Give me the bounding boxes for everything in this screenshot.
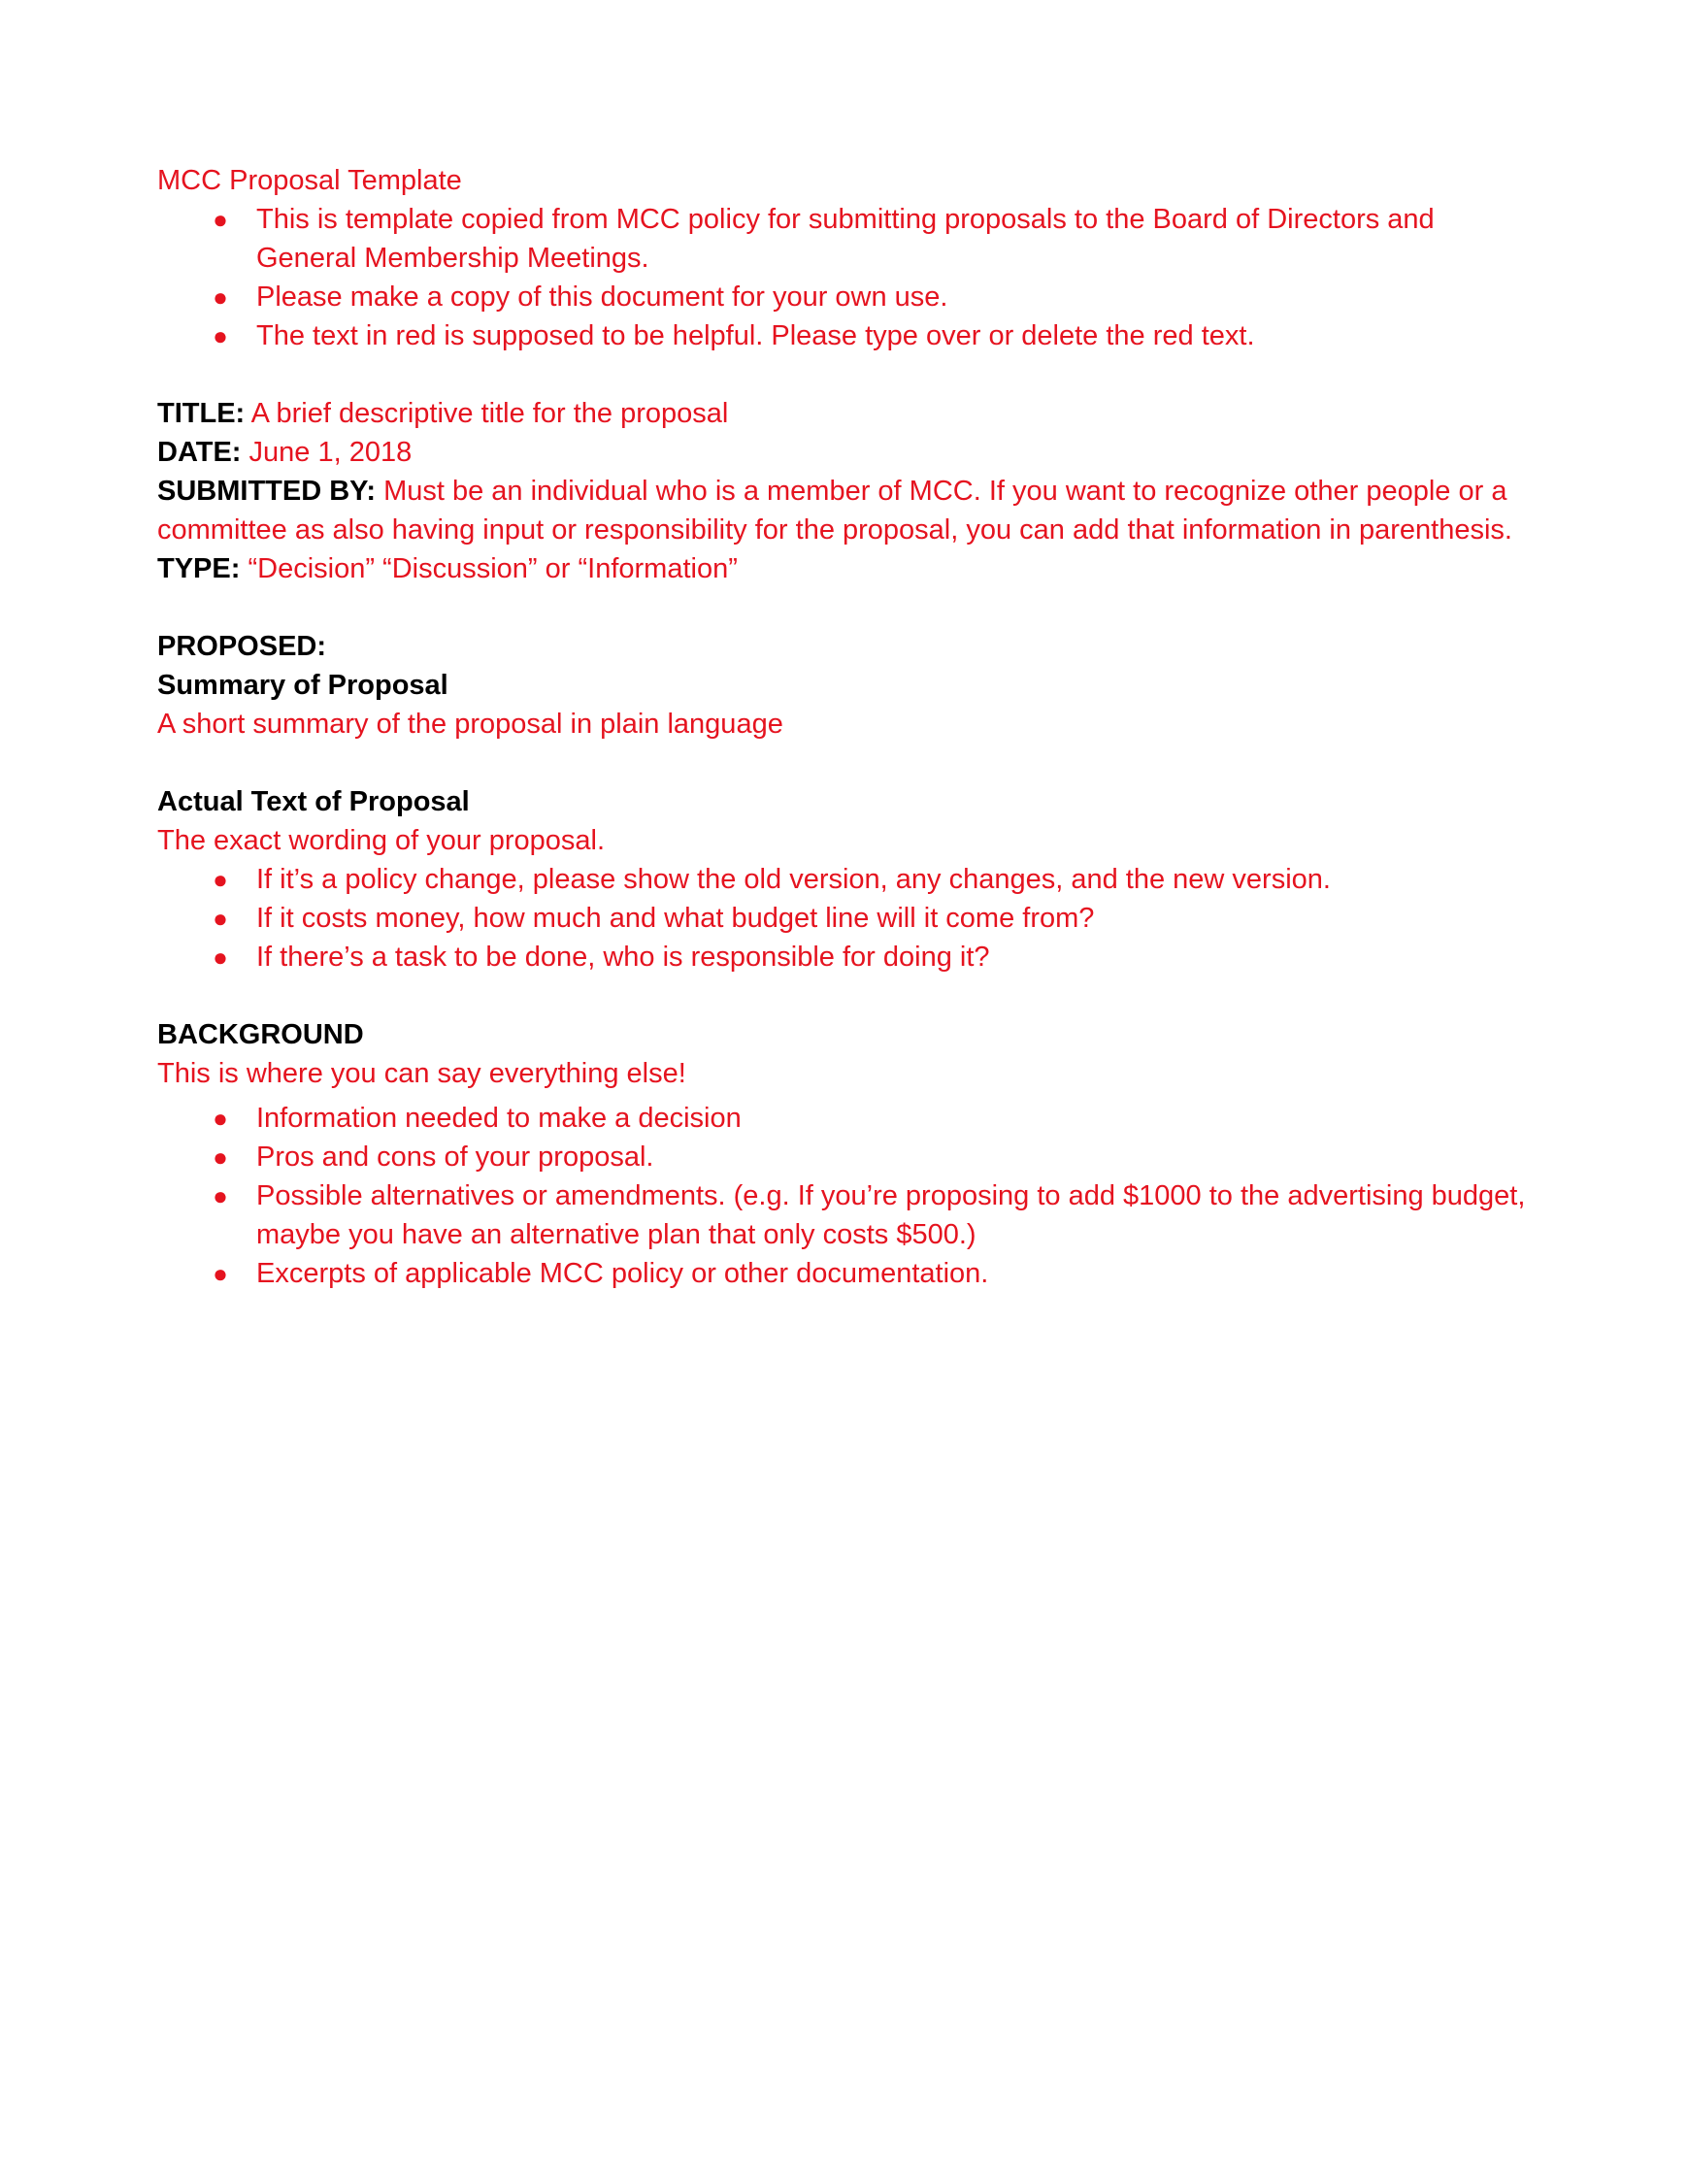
actual-text-bullet-text: If it’s a policy change, please show the old version, any changes, and the new version.	[256, 864, 1331, 895]
intro-bullet-text: The text in red is supposed to be helpful. Please type over or delete the red text.	[256, 320, 1255, 351]
submitted-by-field	[157, 472, 1536, 549]
background-intro: This is where you can say everything else!	[157, 1058, 686, 1089]
intro-bullet-item	[157, 316, 1536, 355]
background-bullet-text: Information needed to make a decision	[256, 1103, 742, 1134]
actual-text-bullet-item	[157, 860, 1536, 899]
intro-bullet-text: This is template copied from MCC policy for submitting proposals to the Board of Directors and General Membership Meetings.	[256, 204, 1435, 274]
actual-text-bullet-item	[157, 899, 1536, 938]
spacer	[157, 976, 1536, 1015]
bullet-icon: ●	[213, 943, 228, 972]
background-bullet-item	[157, 1254, 1536, 1293]
intro-bullet-list	[157, 200, 1536, 355]
bullet-icon: ●	[213, 865, 228, 894]
type-field	[157, 549, 1536, 588]
actual-text-bullet-text: If it costs money, how much and what budget line will it come from?	[256, 903, 1095, 934]
background-bullet-text: Pros and cons of your proposal.	[256, 1142, 654, 1173]
actual-text-bullet-text: If there’s a task to be done, who is responsible for doing it?	[256, 942, 990, 973]
intro-bullet-item	[157, 278, 1536, 316]
title-label: TITLE:	[157, 398, 246, 429]
summary-heading: Summary of Proposal	[157, 670, 448, 701]
submitted-by-value: Must be an individual who is a member of MCC. If you want to recognize other people or a committee as also having input or responsibility for the proposal, you can add that information in parenthesis.	[157, 476, 1512, 546]
bullet-icon: ●	[213, 1181, 228, 1210]
date-value: June 1, 2018	[248, 437, 413, 468]
summary-text: A short summary of the proposal in plain language	[157, 709, 783, 740]
submitted-by-label: SUBMITTED BY:	[157, 476, 377, 507]
date-label: DATE:	[157, 437, 242, 468]
bullet-icon: ●	[213, 321, 228, 350]
actual-text-heading: Actual Text of Proposal	[157, 786, 470, 817]
background-bullet-item	[157, 1099, 1536, 1138]
date-field	[157, 433, 1536, 472]
actual-text-intro: The exact wording of your proposal.	[157, 825, 606, 856]
actual-text-bullet-list	[157, 860, 1536, 976]
intro-bullet-text: Please make a copy of this document for your own use.	[256, 281, 948, 313]
bullet-icon: ●	[213, 282, 228, 312]
background-bullet-text: Possible alternatives or amendments. (e.g. If you’re proposing to add $1000 to the advertising budget, maybe you have an alternative plan that only costs $500.)	[256, 1180, 1526, 1250]
title-field	[157, 394, 1536, 433]
bullet-icon: ●	[213, 1259, 228, 1288]
bullet-icon: ●	[213, 205, 228, 234]
background-bullet-item	[157, 1138, 1536, 1176]
spacer	[157, 588, 1536, 627]
bullet-icon: ●	[213, 1104, 228, 1133]
type-label: TYPE:	[157, 553, 241, 584]
bullet-icon: ●	[213, 1142, 228, 1172]
background-bullet-item	[157, 1176, 1536, 1254]
background-bullet-text: Excerpts of applicable MCC policy or other documentation.	[256, 1258, 989, 1289]
intro-bullet-item	[157, 200, 1536, 278]
spacer	[157, 744, 1536, 782]
actual-text-bullet-item	[157, 938, 1536, 976]
spacer	[157, 355, 1536, 394]
title-value: A brief descriptive title for the proposal	[250, 398, 729, 429]
document-page	[157, 161, 1536, 1293]
background-heading: BACKGROUND	[157, 1019, 364, 1050]
document-title: MCC Proposal Template	[157, 165, 462, 196]
proposed-heading: PROPOSED:	[157, 631, 327, 662]
type-value: “Decision” “Discussion” or “Information”	[248, 553, 738, 584]
bullet-icon: ●	[213, 904, 228, 933]
background-bullet-list	[157, 1099, 1536, 1293]
